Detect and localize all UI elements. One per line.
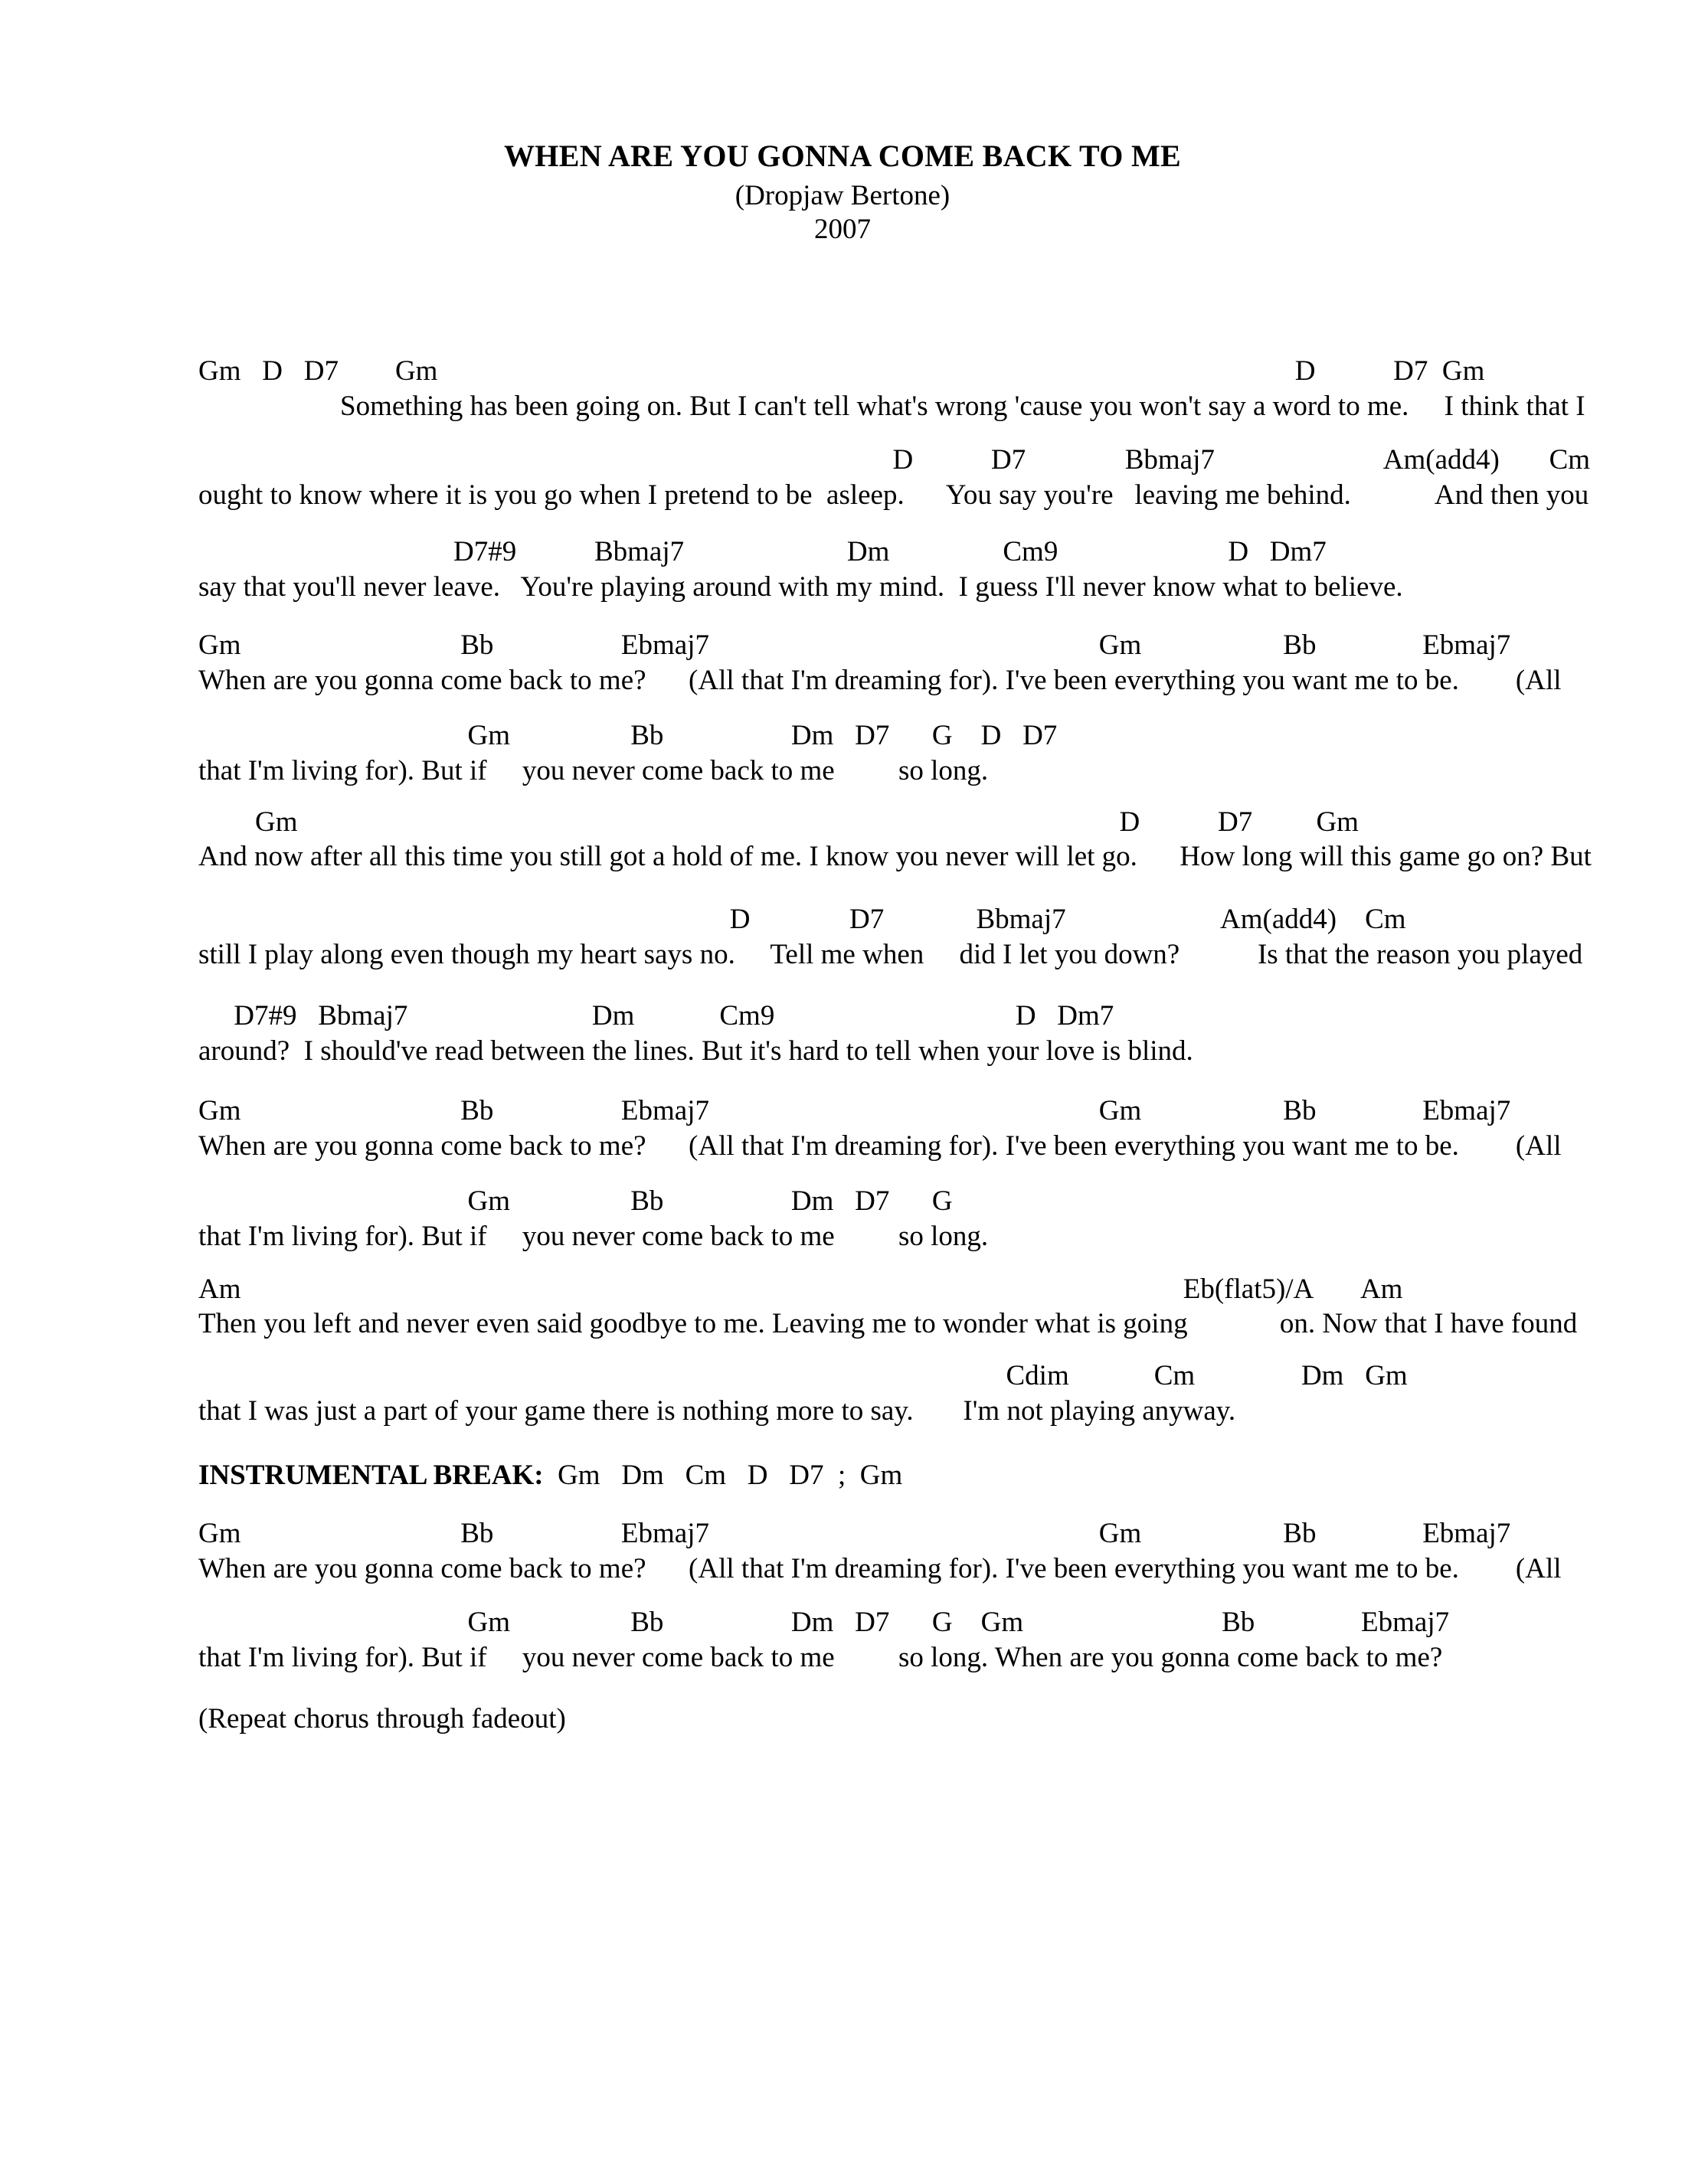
chord-line: D D7 Bbmaj7 Am(add4) Cm bbox=[198, 444, 1591, 476]
lyric-line: say that you'll never leave. You're playing around with my mind. I guess I'll never know what to believe. bbox=[198, 571, 1403, 603]
chord-line: Gm Bb Dm D7 G bbox=[198, 1185, 953, 1217]
song-year: 2007 bbox=[814, 214, 871, 245]
chord-line: Am Eb(flat5)/A Am bbox=[198, 1273, 1403, 1305]
lyric-line: Then you left and never even said goodbye to me. Leaving me to wonder what is going on. Now that I have found bbox=[198, 1308, 1578, 1339]
chord-line: Gm Bb Ebmaj7 Gm Bb Ebmaj7 bbox=[198, 629, 1511, 661]
chord-line: Gm Bb Dm D7 G D D7 bbox=[198, 720, 1058, 751]
instrumental-label: INSTRUMENTAL BREAK: bbox=[198, 1460, 544, 1491]
lyric-line: When are you gonna come back to me? (All that I'm dreaming for). I've been everything you want me to be. (All bbox=[198, 1130, 1562, 1162]
lyric-line: When are you gonna come back to me? (All that I'm dreaming for). I've been everything you want me to be. (All bbox=[198, 665, 1562, 696]
chord-line: Gm Bb Ebmaj7 Gm Bb Ebmaj7 bbox=[198, 1518, 1511, 1549]
lyric-line: still I play along even though my heart says no. Tell me when did I let you down? Is that the reason you played bbox=[198, 939, 1583, 970]
lyric-line: And now after all this time you still got a hold of me. I know you never will let go. How long will this game go on? But bbox=[198, 841, 1592, 872]
lyric-line: When are you gonna come back to me? (All that I'm dreaming for). I've been everything you want me to be. (All bbox=[198, 1553, 1562, 1584]
lyric-line: that I'm living for). But if you never come back to me so long. When are you gonna come back to me? bbox=[198, 1642, 1443, 1673]
song-title: WHEN ARE YOU GONNA COME BACK TO ME bbox=[504, 139, 1181, 173]
chord-line: D7#9 Bbmaj7 Dm Cm9 D Dm7 bbox=[198, 1000, 1114, 1032]
lyric-line: Something has been going on. But I can't tell what's wrong 'cause you won't say a word to me. I think that I bbox=[198, 391, 1585, 422]
lyric-line: around? I should've read between the lines. But it's hard to tell when your love is blind. bbox=[198, 1035, 1193, 1067]
lyric-line: that I'm living for). But if you never come back to me so long. bbox=[198, 1221, 989, 1252]
chord-line: D7#9 Bbmaj7 Dm Cm9 D Dm7 bbox=[198, 536, 1327, 567]
lyric-line: that I'm living for). But if you never come back to me so long. bbox=[198, 755, 989, 786]
chord-line: Gm Bb Ebmaj7 Gm Bb Ebmaj7 bbox=[198, 1095, 1511, 1126]
chord-line: D D7 Bbmaj7 Am(add4) Cm bbox=[198, 904, 1406, 935]
chord-line: Gm Bb Dm D7 G Gm Bb Ebmaj7 bbox=[198, 1607, 1450, 1638]
chord-line: Gm D D7 Gm D D7 Gm bbox=[198, 355, 1485, 387]
repeat-note: (Repeat chorus through fadeout) bbox=[198, 1703, 566, 1734]
instrumental-chords: Gm Dm Cm D D7 ; Gm bbox=[543, 1460, 903, 1491]
chord-line: Gm D D7 Gm bbox=[198, 806, 1359, 838]
chord-line: Cdim Cm Dm Gm bbox=[198, 1360, 1408, 1391]
lyric-line: ought to know where it is you go when I pretend to be asleep. You say you're leaving me behind. And then you bbox=[198, 479, 1589, 511]
instrumental-break bbox=[198, 1461, 902, 1489]
lyric-line: that I was just a part of your game there is nothing more to say. I'm not playing anyway. bbox=[198, 1395, 1236, 1427]
song-artist: (Dropjaw Bertone) bbox=[735, 180, 950, 211]
